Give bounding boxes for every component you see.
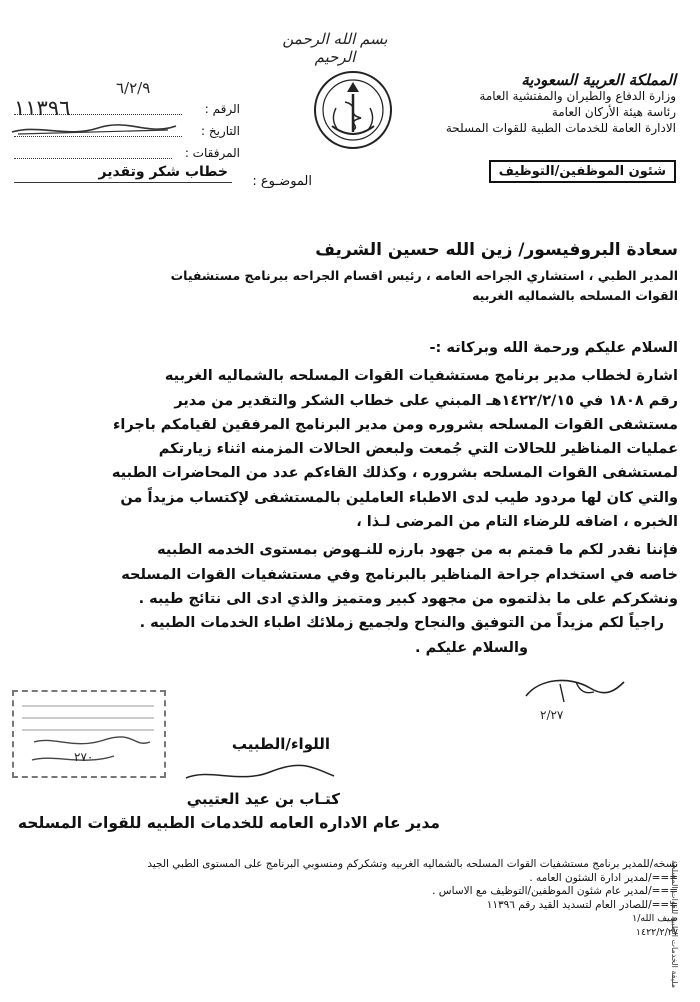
body-line: مستشفى القوات المسلحه بشروره ومن مدير البرنامج المرفقين لقيامكم باجراء [113,416,678,433]
signatory-name: كتـاب بن عيد العتيبي [186,790,340,808]
signatory-position: مدير عام الاداره العامه للخدمات الطبيه للقوات المسلحه [17,814,440,832]
body-line: رقم ١٨٠٨ في ١٤٢٢/٢/١٥هـ المبني على خطاب الشكر والتقدير من مدير [174,392,678,409]
staff-presidency: رئاسة هيئة الأركان العامة [551,105,676,119]
ministry-name: وزارة الدفاع والطيران والمفتشية العامة [479,89,676,103]
subject-line [14,182,232,183]
medical-services-emblem [312,68,394,156]
side-watermark-text: مليفة الخدمات الطبية للقوات المسلحة [670,860,679,989]
number-line [14,114,182,115]
incoming-stamp [12,690,166,778]
recipient-title-2: القوات المسلحه بالشماليه الغربيه [472,288,678,303]
copy-line: ===/لمدير ادارة الشئون العامه . [529,871,678,884]
closing-wish: راجياً لكم مزيداً من التوفيق والنجاح ولجميع زملائك اطباء الخدمات الطبيه . [139,615,664,632]
greeting: السلام عليكم ورحمة الله وبركاته :- [429,340,678,356]
body-line: فإننا نقدر لكم ما قمتم به من جهود بارزه للنـهوض بمستوى الخدمه الطبيه [157,542,678,559]
copy-line: ===/لمدير عام شئون الموظفين/التوظيف مع الاساس . [432,885,678,897]
letter-body [22,336,678,660]
attachments-label: المرفقات : [184,146,240,160]
ref-initials: ضيف الله/١ [632,913,678,924]
number-value: ١١٣٩٦ [14,96,71,120]
initial-signature [520,672,630,712]
stamp-date: ٢٧٠ [74,750,94,764]
recipient-title-1: المدير الطبي ، استشاري الجراحه العامه ، رئيس اقسام الجراحه ببرنامج مستشفيات [170,268,678,283]
closing: والسلام عليكم . [415,639,528,656]
copy-line: ===/للصادر العام لتسديد القيد رقم ١١٣٩٦ [486,898,678,911]
number-label: الرقم : [204,102,240,116]
initial-date: ٢/٢٧ [540,708,564,722]
date-top: ٦/٢/٩ [116,79,151,97]
basmala: بسم الله الرحمن الرحيم [282,30,388,66]
body-line: الخبره ، اضافه للرضاء التام من المرضى لـذا ، [356,514,678,531]
date-scribble [8,120,180,140]
subject-value: خطاب شكر وتقدير [98,164,228,180]
attachments-line [14,158,172,159]
body-line: والتي كان لها مردود طيب لدى الاطباء العاملين بالمستشفى لإكتساب مزيداً من [120,489,678,506]
recipient-name: سعادة البروفيسور/ زين الله حسين الشريف [315,240,678,260]
date-label: التاريخ : [200,124,240,138]
date-line [14,136,182,137]
signature-scribble [180,758,340,788]
signatory-rank: اللواء/الطبيب [231,735,330,753]
body-line: عمليات المناظير للحالات التي جُمعت ولبعض الحالات المزمنه اثناء زيارتكم [158,441,678,458]
department-box: شئون الموظفين/التوظيف [489,160,676,183]
kingdom-name: المملكة العربية السعودية [521,71,676,89]
ref-date: ١٤٢٢/٢/٢٧ [635,926,678,938]
body-line: لمستشفى القوات المسلحه بشروره ، وكذلك القاءكم عدد من المحاضرات الطبيه [111,465,678,482]
body-line: ونشكركم على ما بذلتموه من مجهود كبير ومتميز والذي ادى الى نتائج طيبه . [138,590,678,607]
body-line: خاصه في استخدام جراحة المناظير بالبرنامج وفي مستشفيات القوات المسلحه [121,566,678,583]
subject-label: الموضـوع : [252,174,312,189]
organization-header [416,72,676,136]
medical-services-directorate: الادارة العامة للخدمات الطبية للقوات المسلحة [445,121,676,135]
copy-line: نسخه/للمدير برنامج مستشفيات القوات المسلحه بالشماليه الغربيه وتشكركم ومنسوبي البرنامج على المستوى الطبي الجيد [147,858,678,870]
body-line: اشارة لخطاب مدير برنامج مستشفيات القوات المسلحه بالشماليه الغربيه [164,368,678,385]
copies-block [18,858,678,939]
